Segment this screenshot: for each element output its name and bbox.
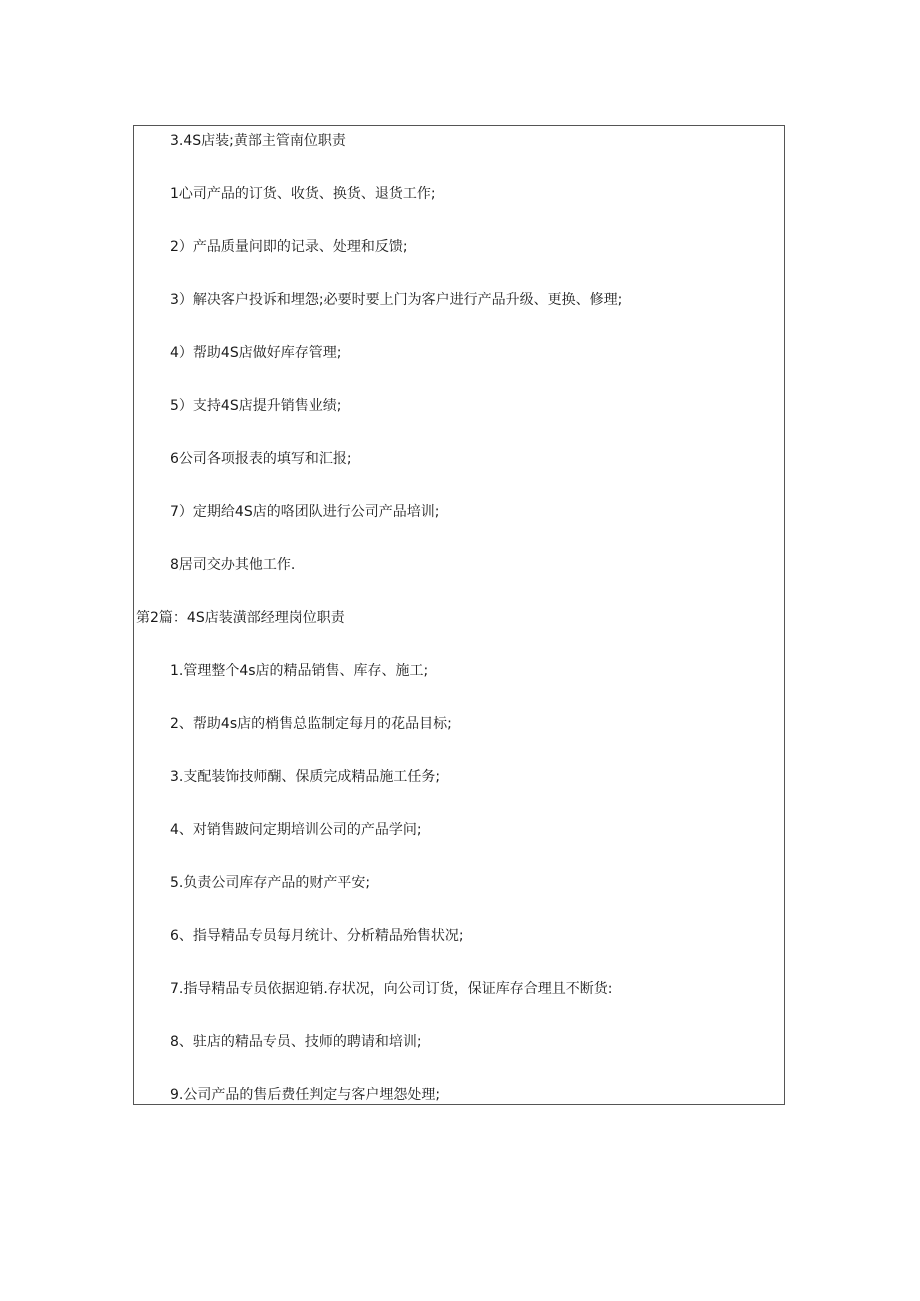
list-item: 7.指导精品专员依据迎销.存状况，向公司订货，保证库存合理且不断货: [170,981,613,997]
list-item: 8居司交办其他工作. [170,557,296,573]
list-item: 9.公司产品的售后费任判定与客户埋怨处理; [170,1087,441,1103]
list-item: 5）支持4S店提升销售业绩; [170,398,342,414]
list-item: 5.负责公司库存产品的财产平安; [170,875,371,891]
list-item: 7）定期给4S店的咯团队进行公司产品培训; [170,504,440,520]
section-title: 3.4S店装;黄部主管南位职责 [170,133,346,149]
list-item: 6公司各项报表的填写和汇报; [170,451,352,467]
list-item: 8、驻店的精品专员、技师的聘请和培训; [170,1034,422,1050]
list-item: 4）帮助4S店做好库存管理; [170,345,342,361]
list-item: 2）产品质量问即的记录、处理和反馈; [170,239,408,255]
list-item: 1心司产品的订货、收货、换货、退货工作; [170,186,436,202]
list-item: 3.支配装饰技师醐、保质完成精品施工任务; [170,769,441,785]
list-item: 1.管理整个4s店的精品销售、库存、施工; [170,663,429,679]
section-title: 第2篇：4S店装潢部经理岗位职责 [136,610,345,626]
list-item: 4、对销售跛问定期培训公司的产品学问; [170,822,422,838]
document-frame [133,125,785,1105]
list-item: 6、指导精品专员每月统计、分析精品殆售状况; [170,928,464,944]
list-item: 2、帮助4s店的梢售总监制定每月的花品目标; [170,716,452,732]
list-item: 3）解决客户投诉和埋怨;必要时要上门为客户进行产品升级、更换、修理; [170,292,623,308]
